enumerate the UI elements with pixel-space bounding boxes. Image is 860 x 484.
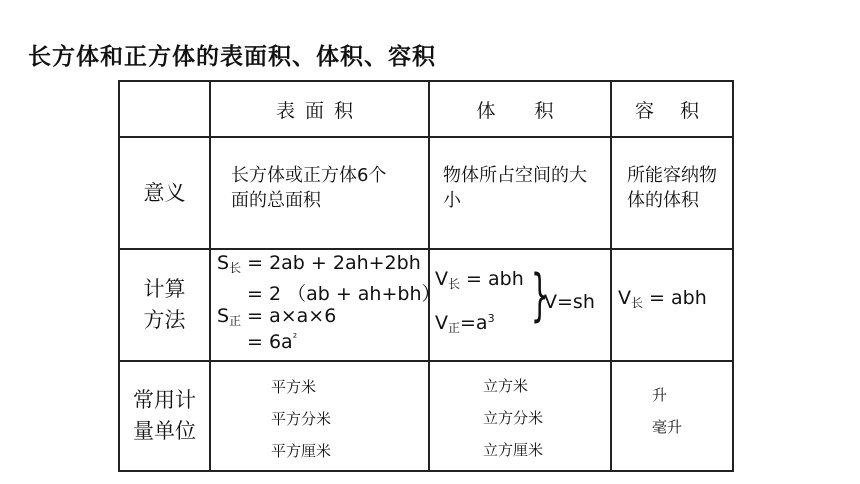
row-label-units-line2: 量单位 [133,419,196,443]
cell-units-volume [429,361,611,471]
row-label-units [119,361,210,471]
header-corner [119,81,210,137]
formula-volume-general: V=sh [544,291,595,313]
formula-volume-cube [435,312,495,336]
row-label-meaning-text: 意义 [143,180,186,205]
unit-square-centimeter: 平方厘米 [271,442,332,460]
formula-surface-cube-simplified [247,331,297,353]
cell-method-surface [210,249,441,361]
formula-v-symbol: V [435,312,448,334]
table-row-meaning [119,137,733,249]
formula-text: = 2ab + 2ah+2bh [241,252,421,274]
formula-v-symbol: V [435,268,448,290]
row-label-method-line1: 计算 [143,277,186,301]
formula-subscript: 长 [448,277,461,291]
cell-method-capacity [611,249,733,361]
curly-brace: } [530,263,549,328]
formula-subscript: 长 [229,261,242,275]
meaning-volume-text: 物体所占空间的大小 [443,165,587,211]
formula-s-symbol: S [217,252,230,274]
unit-cubic-centimeter: 立方厘米 [483,441,544,459]
formula-table [118,80,734,472]
header-surface-area: 表面积 [210,81,429,137]
unit-square-decimeter: 平方分米 [271,410,332,428]
row-label-method-line2: 方法 [143,308,186,332]
header-row [119,81,733,137]
header-volume: 体 积 [429,81,611,137]
formula-subscript: 长 [631,296,644,310]
cell-method-volume [429,249,611,361]
cell-units-surface [210,361,429,471]
table-row-units [119,361,733,471]
formula-subscript: 正 [229,314,242,328]
formula-capacity [618,287,707,311]
page-title: 长方体和正方体的表面积、体积、容积 [28,44,436,70]
cell-meaning-capacity [611,137,733,249]
table-row-method [119,249,733,361]
cell-meaning-volume [429,137,611,249]
formula-superscript: 3 [487,312,495,325]
row-label-method [119,249,210,361]
formula-surface-cube [217,305,336,329]
meaning-capacity-text: 所能容纳物体的体积 [627,165,717,211]
formula-text: = abh [643,287,707,309]
formula-text: = a×a×6 [241,305,337,327]
formula-subscript: 正 [448,321,461,335]
formula-s-symbol: S [217,305,230,327]
formula-surface-cuboid [217,252,421,276]
formula-surface-cuboid-factored: = 2 （ab + ah+bh） [247,283,441,305]
row-label-meaning [119,137,210,249]
unit-liter: 升 [652,386,668,404]
header-capacity: 容 积 [611,81,733,137]
unit-milliliter: 毫升 [652,418,683,436]
formula-text: = 6a [247,331,293,353]
row-label-units-line1: 常用计 [133,388,196,412]
meaning-surface-text: 长方体或正方体6个面的总面积 [231,165,387,211]
formula-text: =a [460,312,488,334]
formula-volume-cuboid [435,268,524,292]
cell-units-capacity [611,361,733,471]
formula-v-symbol: V [618,287,631,309]
formula-text: = abh [460,268,524,290]
cell-meaning-surface [210,137,429,249]
unit-cubic-meter: 立方米 [483,377,529,395]
unit-square-meter: 平方米 [271,378,317,396]
unit-cubic-decimeter: 立方分米 [483,409,544,427]
formula-superscript: ² [292,331,298,344]
